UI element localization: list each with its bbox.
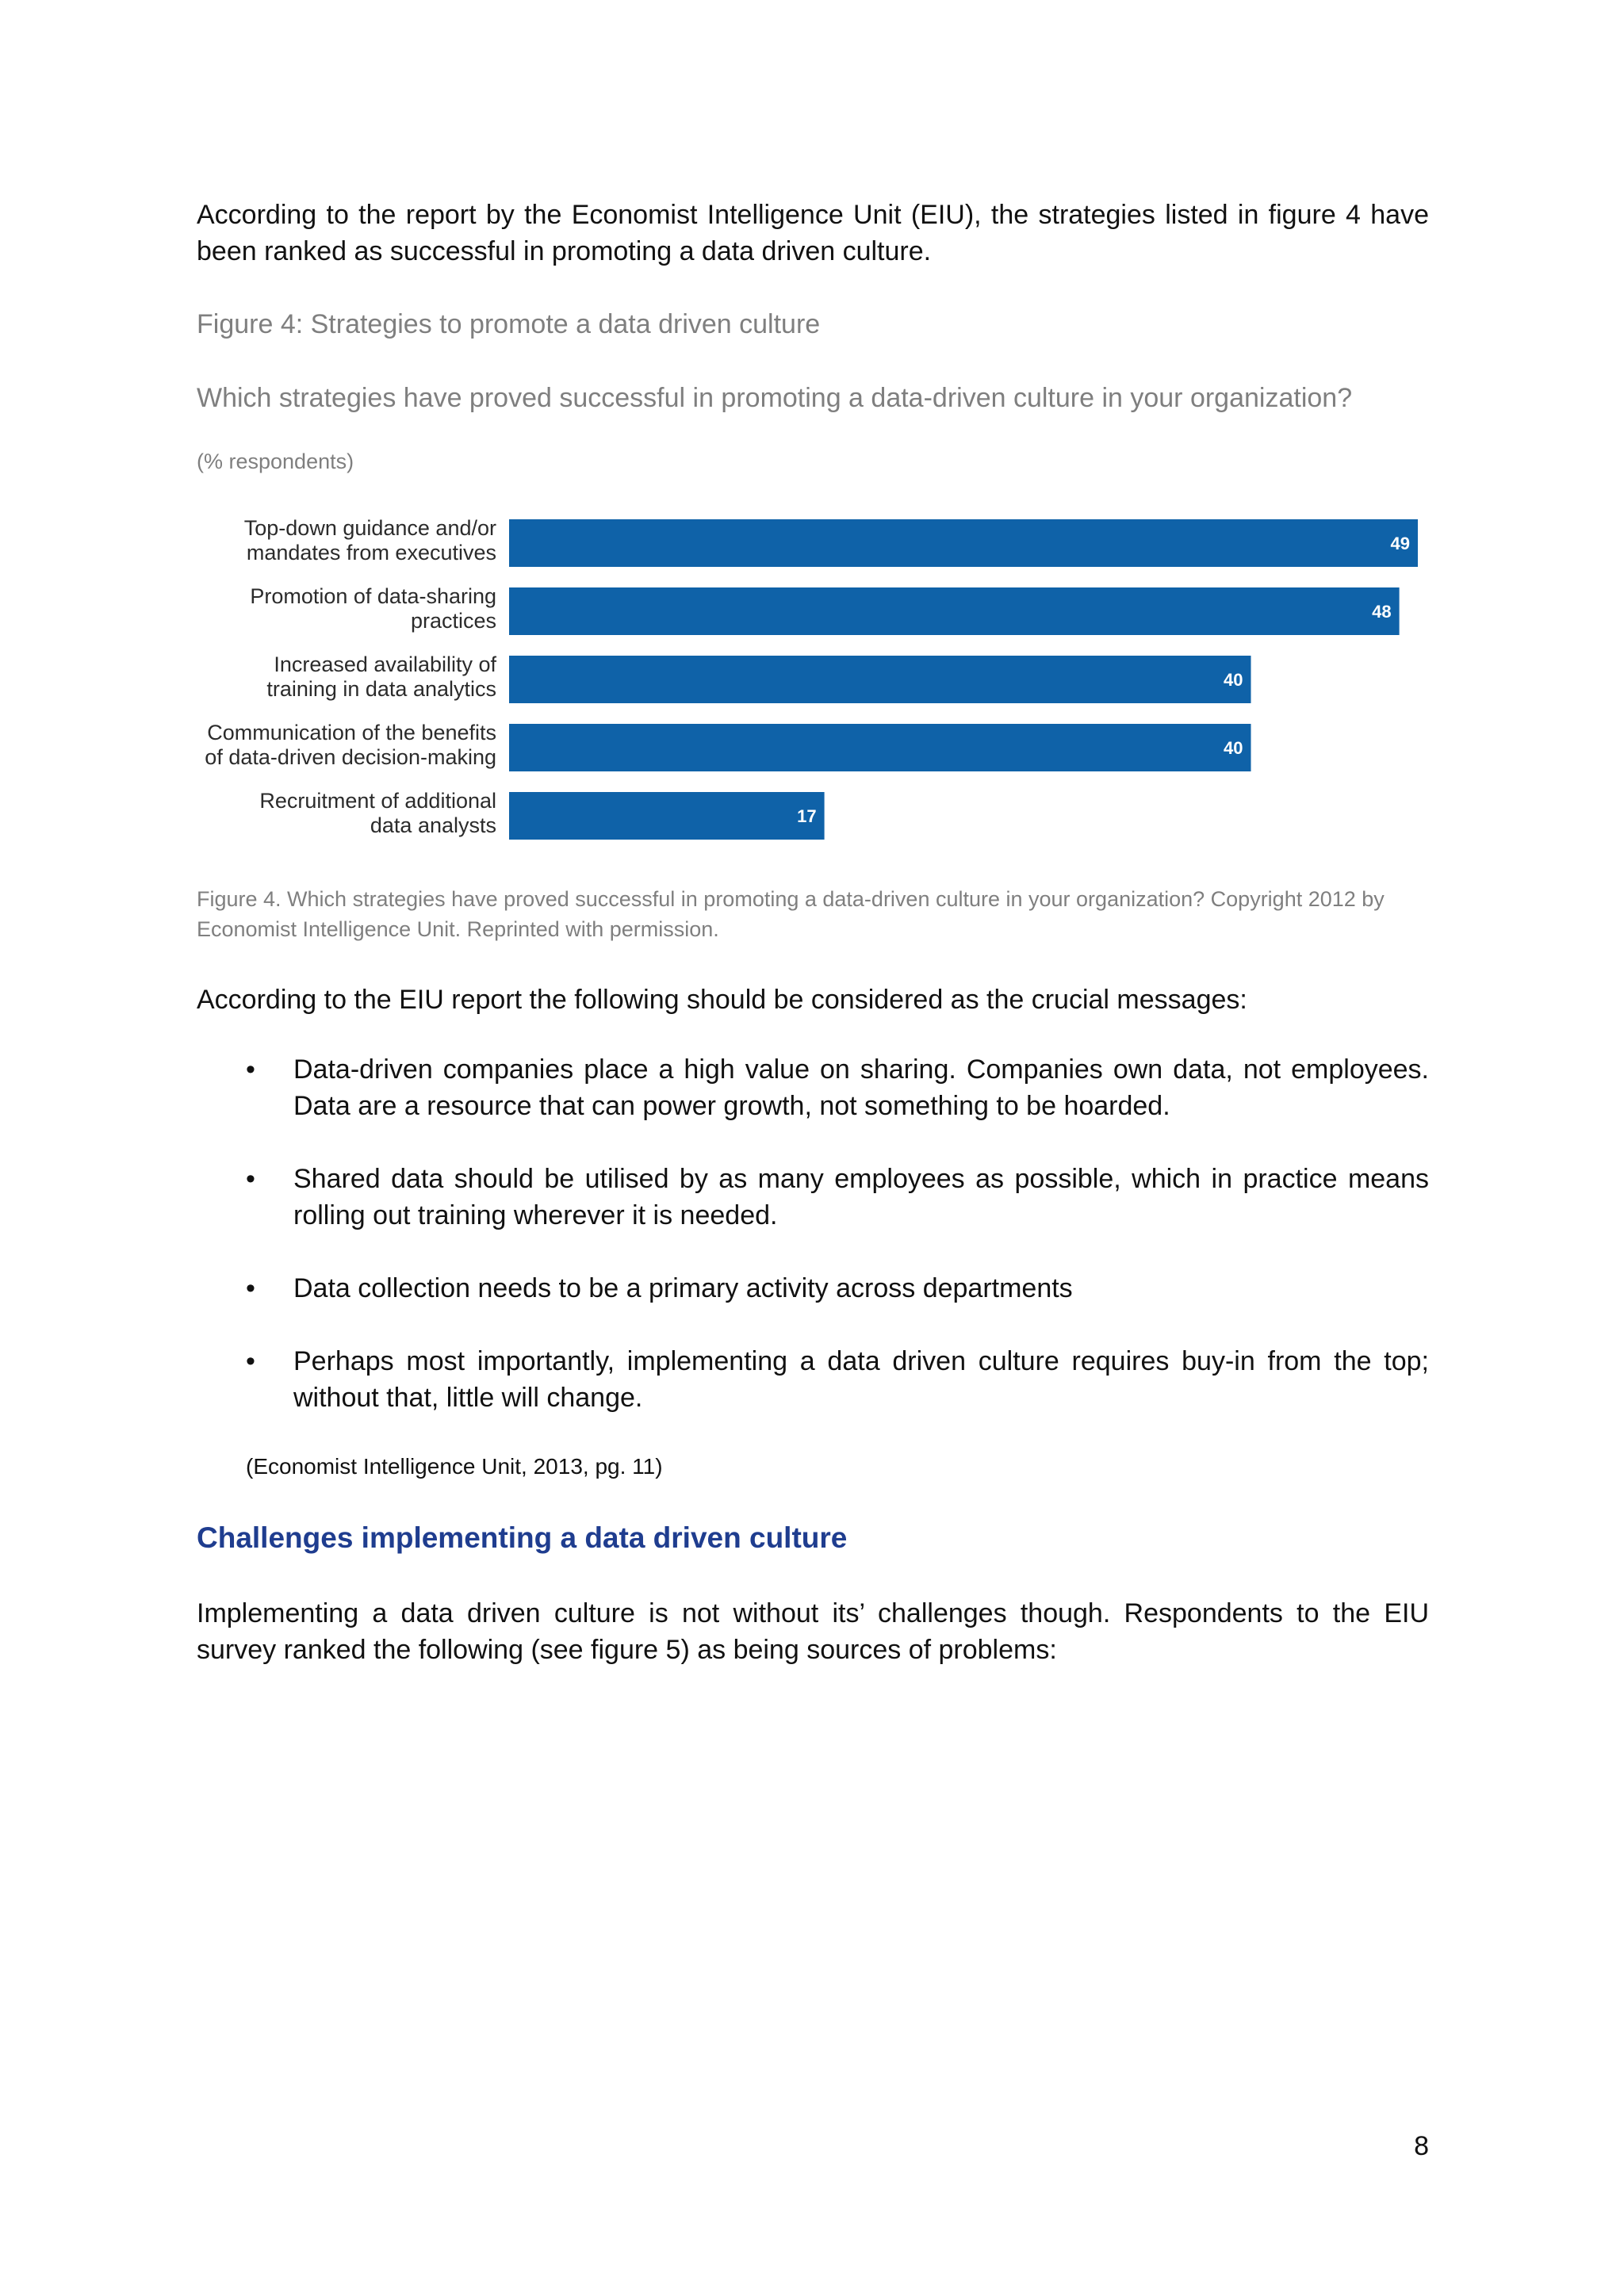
citation: (Economist Intelligence Unit, 2013, pg. 11) [246, 1454, 663, 1479]
category-label-2-line-1: training in data analytics [266, 677, 496, 701]
category-label-1-line-0: Promotion of data-sharing [250, 584, 496, 608]
bar-2 [509, 656, 1251, 703]
crucial-messages-list [197, 1051, 1429, 1452]
strategies-bar-chart [197, 507, 1434, 848]
figure-unit-label: (% respondents) [197, 450, 354, 473]
list-item [197, 1161, 1429, 1234]
list-item-text: Data collection needs to be a primary activity across departments [293, 1273, 1073, 1303]
bar-value-label-4: 17 [797, 806, 817, 826]
bar-value-label-1: 48 [1372, 602, 1392, 622]
bullet-glyph: • [246, 1054, 255, 1085]
challenges-paragraph: Implementing a data driven culture is not without its’ challenges though. Respondents to the EIU survey ranked the following (see figure 5) as being sources of problems: [197, 1598, 1429, 1665]
list-item [197, 1051, 1429, 1124]
list-item [197, 1270, 1429, 1307]
messages-intro: According to the EIU report the following should be considered as the crucial messages: [197, 985, 1247, 1015]
intro-paragraph: According to the report by the Economist Intelligence Unit (EIU), the strategies listed in figure 4 have been ranked as successful in promoting a data driven culture. [197, 200, 1429, 266]
figure-caption: Figure 4. Which strategies have proved successful in promoting a data-driven culture in your organization? Copyright 2012 by Economist Intelligence Unit. Reprinted with permission. [197, 887, 1385, 941]
category-label-0-line-0: Top-down guidance and/or [243, 516, 496, 540]
category-label-4-line-1: data analysts [370, 813, 496, 837]
category-label-3-line-0: Communication of the benefits [207, 721, 496, 744]
list-item [197, 1343, 1429, 1416]
bullet-glyph: • [246, 1346, 255, 1376]
section-heading: Challenges implementing a data driven culture [197, 1521, 848, 1554]
bar-3 [509, 724, 1251, 771]
list-item-text: Data-driven companies place a high value on sharing. Companies own data, not employees. Data are a resource that can power growth, not something to be hoarded. [293, 1054, 1429, 1121]
page-number: 8 [1414, 2131, 1429, 2161]
bar-1 [509, 587, 1400, 635]
category-label-4-line-0: Recruitment of additional [259, 789, 496, 813]
bullet-glyph: • [246, 1273, 255, 1303]
category-label-0-line-1: mandates from executives [246, 541, 496, 564]
bar-0 [509, 519, 1418, 567]
bar-value-label-2: 40 [1224, 670, 1243, 690]
category-label-3-line-1: of data-driven decision-making [205, 745, 496, 769]
category-label-2-line-0: Increased availability of [274, 652, 496, 676]
bar-value-label-0: 49 [1390, 534, 1410, 553]
chart-svg [197, 507, 1434, 848]
figure-question: Which strategies have proved successful in promoting a data-driven culture in your organization? [197, 383, 1353, 413]
bar-value-label-3: 40 [1224, 738, 1243, 758]
category-label-1-line-1: practices [410, 609, 496, 633]
figure-title: Figure 4: Strategies to promote a data driven culture [197, 309, 821, 339]
bullet-glyph: • [246, 1164, 255, 1194]
list-item-text: Shared data should be utilised by as many employees as possible, which in practice means rolling out training wherever it is needed. [293, 1164, 1429, 1230]
list-item-text: Perhaps most importantly, implementing a data driven culture requires buy-in from the top; without that, little will change. [293, 1346, 1429, 1413]
bar-4 [509, 792, 825, 840]
